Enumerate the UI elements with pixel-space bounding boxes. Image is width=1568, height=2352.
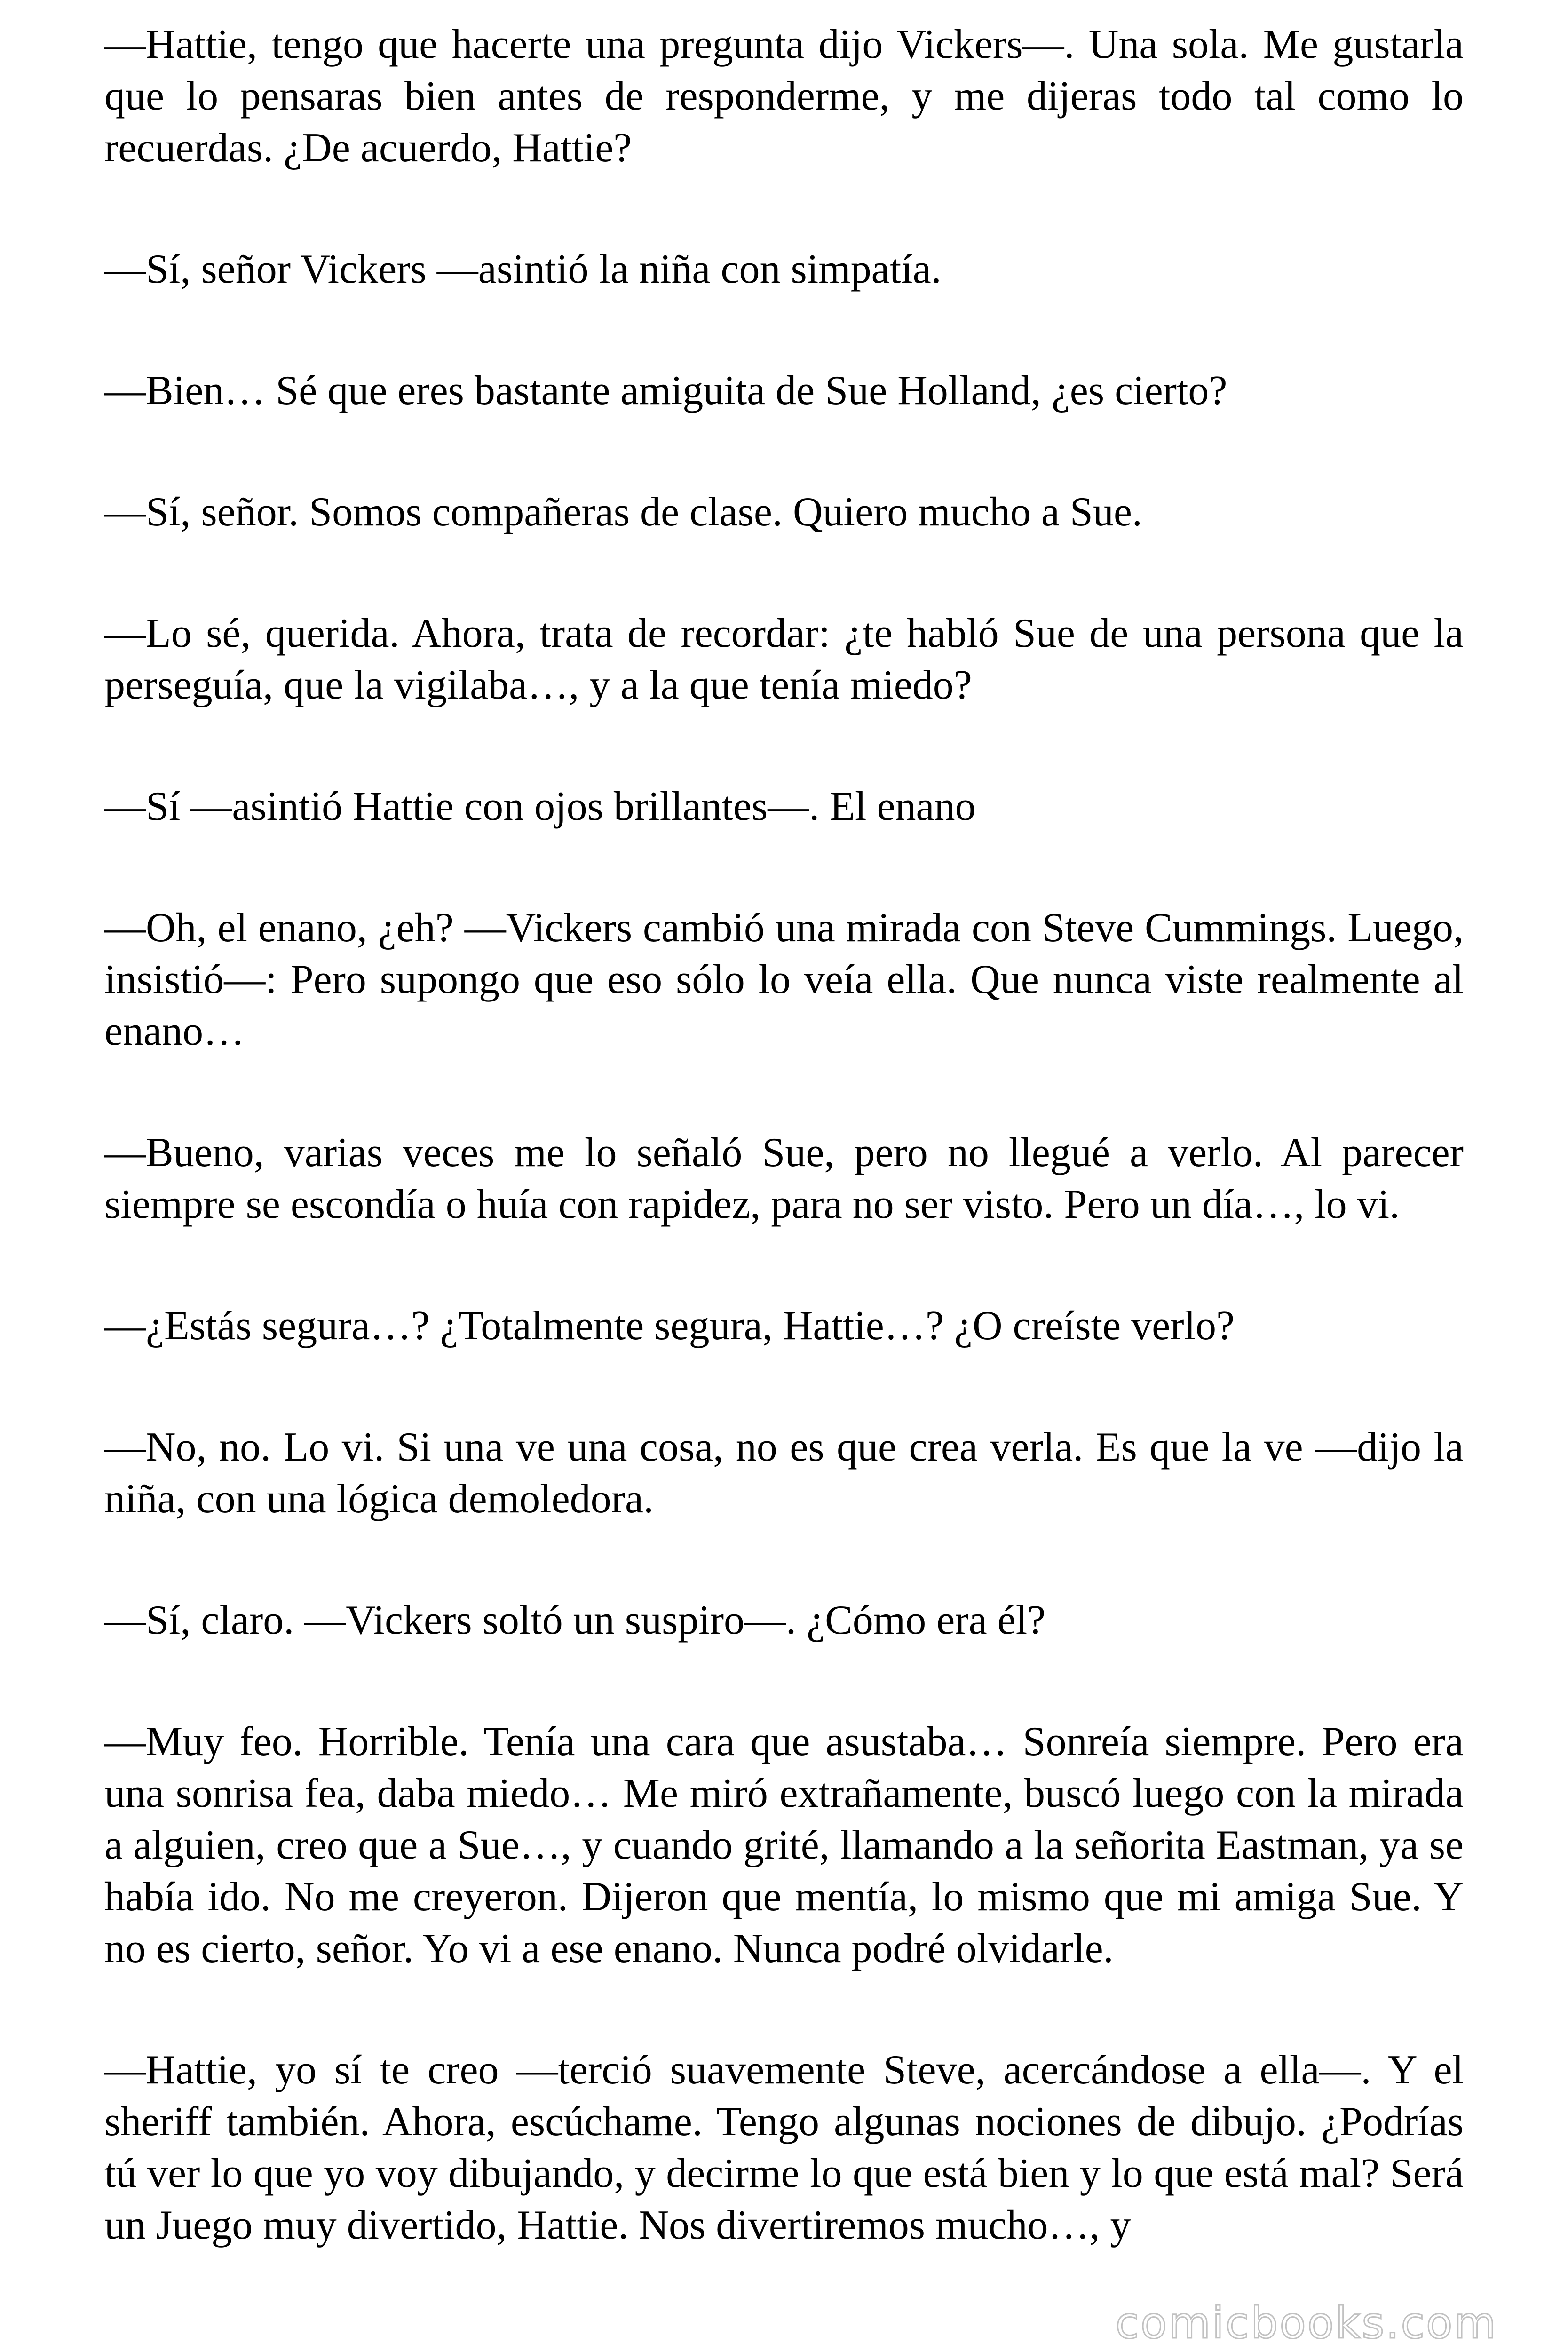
document-page: [104, 19, 1464, 2321]
paragraph-8: —Bueno, varias veces me lo señaló Sue, pero no llegué a verlo. Al parecer siempre se escondía o huía con rapidez, para no ser visto. Pero un día…, lo vi.: [104, 1130, 1464, 1227]
paragraph-12: —Muy feo. Horrible. Tenía una cara que asustaba… Sonreía siempre. Pero era una sonrisa fea, daba miedo… Me miró extrañamente, buscó luego con la mirada a alguien, creo que a Sue…, y cuando grité, llamando a la señorita Eastman, ya se había ido. No me creyeron. Dijeron que mentía, lo mismo que mi amiga Sue. Y no es cierto, señor. Yo vi a ese enano. Nunca podré olvidarle.: [104, 1719, 1464, 1971]
paragraph-3: —Bien… Sé que eres bastante amiguita de Sue Holland, ¿es cierto?: [104, 368, 1227, 413]
paragraph-13: —Hattie, yo sí te creo —terció suavemente Steve, acercándose a ella—. Y el sheriff también. Ahora, escúchame. Tengo algunas nociones de dibujo. ¿Podrías tú ver lo que yo voy dibujando, y decirme lo que está bien y lo que está mal? Será un Juego muy divertido, Hattie. Nos divertiremos mucho…, y: [104, 2047, 1464, 2248]
paragraph-1: —Hattie, tengo que hacerte una pregunta dijo Vickers—. Una sola. Me gustarla que lo pensaras bien antes de responderme, y me dijeras todo tal como lo recuerdas. ¿De acuerdo, Hattie?: [104, 22, 1464, 171]
paragraph-6: —Sí —asintió Hattie con ojos brillantes—. El enano: [104, 784, 976, 829]
paragraph-11: —Sí, claro. —Vickers soltó un suspiro—. ¿Cómo era él?: [104, 1597, 1046, 1643]
watermark: comicbooks.com: [1115, 2298, 1497, 2348]
paragraph-7: —Oh, el enano, ¿eh? —Vickers cambió una mirada con Steve Cummings. Luego, insistió—: Pero supongo que eso sólo lo veía ella. Que nunca viste realmente al enano…: [104, 905, 1464, 1054]
paragraph-4: —Sí, señor. Somos compañeras de clase. Quiero mucho a Sue.: [104, 489, 1142, 535]
paragraph-5: —Lo sé, querida. Ahora, trata de recordar: ¿te habló Sue de una persona que la perseguía, que la vigilaba…, y a la que tenía miedo?: [104, 611, 1464, 708]
paragraph-10: —No, no. Lo vi. Si una ve una cosa, no es que crea verla. Es que la ve —dijo la niña, con una lógica demoledora.: [104, 1424, 1464, 1522]
paragraph-2: —Sí, señor Vickers —asintió la niña con simpatía.: [104, 246, 942, 292]
paragraph-9: —¿Estás segura…? ¿Totalmente segura, Hattie…? ¿O creíste verlo?: [104, 1303, 1235, 1349]
